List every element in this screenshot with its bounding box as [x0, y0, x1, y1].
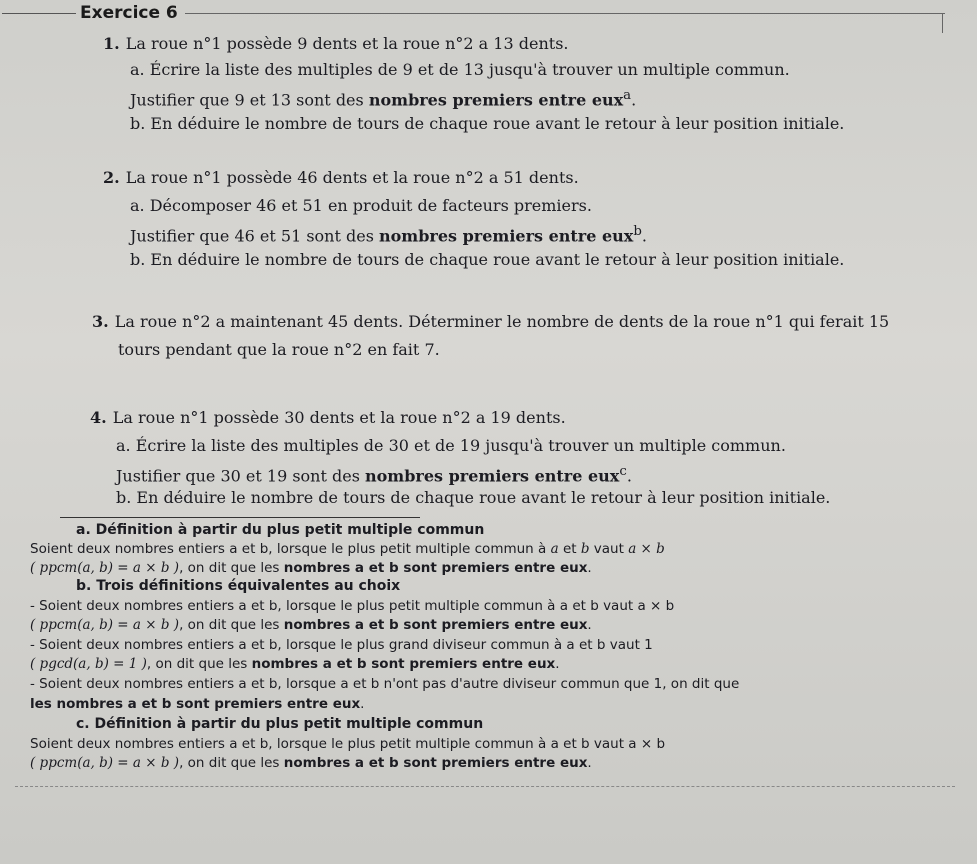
footnote-b-bold-term-3: les nombres a et b sont premiers entre eux	[30, 696, 361, 712]
frame-border-bottom	[15, 786, 955, 787]
question-2a-bold-term: nombres premiers entre eux	[379, 226, 634, 246]
frame-border-right	[942, 13, 943, 33]
question-2a-period: .	[641, 226, 647, 246]
question-3-number: 3.	[92, 312, 109, 331]
question-4a-line2	[116, 462, 632, 486]
footnote-c-line1: Soient deux nombres entiers a et b, lorsque le plus petit multiple commun à a et b vaut a × b	[30, 736, 666, 752]
question-2a-justify-text: Justifier que 46 et 51 sont des	[130, 226, 379, 246]
question-4a-period: .	[626, 466, 632, 486]
footnote-marker-a: a	[623, 88, 632, 103]
footnote-b-period-3: .	[360, 696, 365, 712]
footnote-c-ppcm-formula: ( ppcm(a, b) = a × b )	[30, 755, 180, 771]
footnote-c-heading: c. Définition à partir du plus petit multiple commun	[76, 716, 484, 732]
footnote-marker-b: b	[633, 224, 642, 239]
footnote-b-bold-term-1: nombres a et b sont premiers entre eux	[283, 617, 588, 633]
footnote-b-pgcd-formula: ( pgcd(a, b) = 1 )	[30, 656, 147, 672]
footnote-a-line2-text: , on dit que les	[179, 560, 284, 576]
question-4a-justify-text: Justifier que 30 et 19 sont des	[116, 466, 365, 486]
exercise-title: Exercice 6	[80, 3, 178, 23]
footnote-a-heading: a. Définition à partir du plus petit multiple commun	[76, 522, 485, 538]
question-1-number: 1.	[103, 34, 120, 53]
footnote-b-heading: b. Trois définitions équivalentes au choix	[76, 578, 401, 594]
footnote-b-ppcm-formula: ( ppcm(a, b) = a × b )	[30, 617, 180, 633]
footnote-b-period-2: .	[555, 656, 560, 672]
question-2-number: 2.	[103, 168, 120, 187]
footnote-c-bold-term: nombres a et b sont premiers entre eux	[283, 755, 588, 771]
question-4-number: 4.	[90, 408, 107, 427]
footnote-b-line6	[30, 695, 364, 713]
footnote-a-period: .	[587, 560, 592, 576]
question-3-text: La roue n°2 a maintenant 45 dents. Déterminer le nombre de dents de la roue n°1 qui ferait 15	[114, 312, 890, 331]
footnote-a-product: a × b	[628, 541, 665, 557]
footnote-c-period: .	[587, 755, 592, 771]
footnote-a-line1-text: Soient deux nombres entiers a et b, lorsque le plus petit multiple commun à	[30, 541, 551, 557]
question-4a-line1: a. Écrire la liste des multiples de 30 et de 19 jusqu'à trouver un multiple commun.	[116, 436, 786, 455]
footnote-b-period-1: .	[587, 617, 592, 633]
question-1a-line2	[130, 86, 636, 110]
footnote-separator	[60, 517, 420, 518]
question-1a-period: .	[631, 90, 637, 110]
footnote-c-line2-text: , on dit que les	[179, 755, 284, 771]
footnote-b-line5: - Soient deux nombres entiers a et b, lorsque a et b n'ont pas d'autre diviseur commun que 1, on dit que	[30, 676, 740, 692]
question-1a-bold-term: nombres premiers entre eux	[368, 90, 624, 110]
question-4b: b. En déduire le nombre de tours de chaque roue avant le retour à leur position initiale.	[116, 488, 831, 507]
question-1b: b. En déduire le nombre de tours de chaque roue avant le retour à leur position initiale.	[130, 114, 845, 133]
question-2a-line1: a. Décomposer 46 et 51 en produit de facteurs premiers.	[130, 196, 592, 215]
footnote-b-bold-term-2: nombres a et b sont premiers entre eux	[251, 656, 556, 672]
footnote-b-line4	[30, 655, 560, 673]
question-3-line2: tours pendant que la roue n°2 en fait 7.	[118, 340, 440, 359]
question-2a-line2	[130, 222, 647, 246]
question-4a-bold-term: nombres premiers entre eux	[365, 466, 620, 486]
footnote-marker-c: c	[619, 464, 627, 479]
footnote-a-bold-term: nombres a et b sont premiers entre eux	[283, 560, 588, 576]
footnote-b-line1: - Soient deux nombres entiers a et b, lorsque le plus petit multiple commun à a et b vaut a × b	[30, 598, 675, 614]
question-1	[103, 34, 568, 54]
question-2	[103, 168, 579, 188]
question-4-text: La roue n°1 possède 30 dents et la roue n°2 a 19 dents.	[112, 408, 566, 427]
footnote-a-var-a: a	[550, 541, 559, 557]
footnote-a-vaut: vaut	[589, 541, 629, 557]
frame-border-top-left	[2, 13, 76, 14]
question-1a-line1: a. Écrire la liste des multiples de 9 et de 13 jusqu'à trouver un multiple commun.	[130, 60, 790, 79]
footnote-a-var-b: b	[580, 541, 590, 557]
footnote-b-line3: - Soient deux nombres entiers a et b, lorsque le plus grand diviseur commun à a et b vaut 1	[30, 637, 653, 653]
question-2-text: La roue n°1 possède 46 dents et la roue n°2 a 51 dents.	[125, 168, 579, 187]
question-3-line1	[92, 312, 889, 332]
footnote-a-and: et	[558, 541, 581, 557]
question-4	[90, 408, 566, 428]
footnote-a-line2	[30, 559, 592, 577]
question-1-text: La roue n°1 possède 9 dents et la roue n°2 a 13 dents.	[125, 34, 569, 53]
question-1a-justify-text: Justifier que 9 et 13 sont des	[130, 90, 369, 110]
question-2b: b. En déduire le nombre de tours de chaque roue avant le retour à leur position initiale.	[130, 250, 845, 269]
footnote-a-ppcm-formula: ( ppcm(a, b) = a × b )	[30, 560, 180, 576]
footnote-b-line4-text: , on dit que les	[146, 656, 252, 672]
footnote-a-line1	[30, 540, 665, 558]
footnote-c-line2	[30, 754, 592, 772]
footnote-b-line2-text: , on dit que les	[179, 617, 284, 633]
footnote-b-line2	[30, 616, 592, 634]
frame-border-top-right	[185, 13, 945, 14]
